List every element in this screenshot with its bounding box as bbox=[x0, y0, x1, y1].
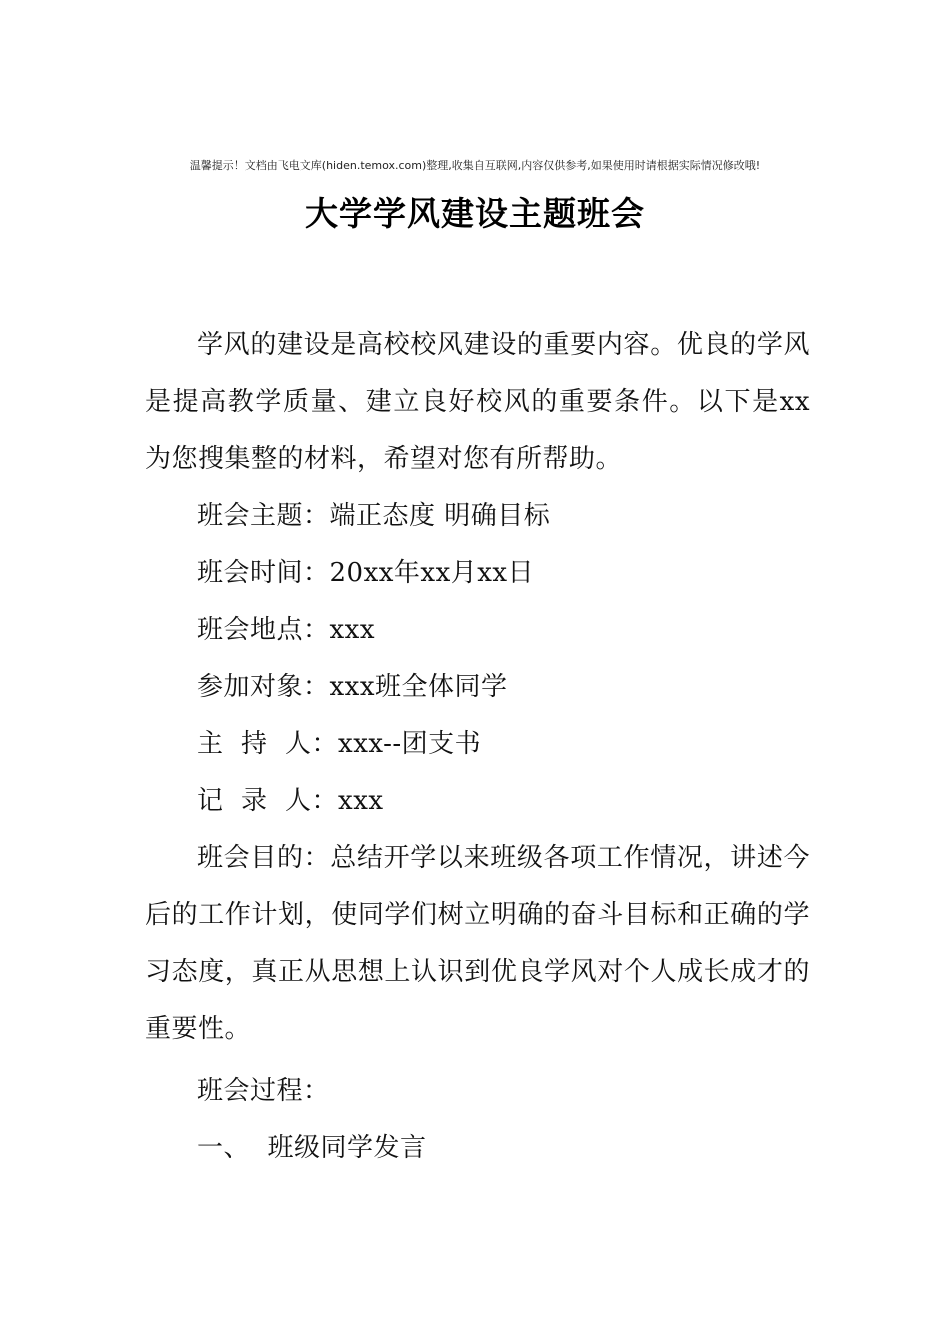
document-title: 大学学风建设主题班会 bbox=[305, 194, 645, 233]
header-notice: 温馨提示！文档由飞电文库(hiden.temox.com)整理,收集自互联网,内容仅供参考,如果使用时请根据实际情况修改哦! bbox=[189, 159, 761, 172]
meeting-recorder: 记 录 人：xxx bbox=[197, 786, 384, 816]
meeting-place: 班会地点：xxx bbox=[197, 615, 375, 645]
meeting-participants: 参加对象：xxx班全体同学 bbox=[197, 672, 508, 702]
intro-paragraph: 学风的建设是高校校风建设的重要内容。优良的学风是提高教学质量、建立良好校风的重要条件。以下是xx为您搜集整的材料，希望对您有所帮助。 bbox=[145, 330, 810, 474]
meeting-host: 主 持 人：xxx--团支书 bbox=[197, 729, 482, 759]
meeting-time: 班会时间：20xx年xx月xx日 bbox=[197, 558, 535, 588]
process-label: 班会过程： bbox=[197, 1076, 330, 1106]
document-body bbox=[145, 317, 810, 1177]
meeting-theme: 班会主题：端正态度 明确目标 bbox=[197, 501, 551, 531]
section-heading-one: 一、 班级同学发言 bbox=[197, 1133, 427, 1163]
purpose-paragraph: 班会目的：总结开学以来班级各项工作情况，讲述今后的工作计划，使同学们树立明确的奋斗目标和正确的学习态度，真正从思想上认识到优良学风对个人成长成才的重要性。 bbox=[145, 843, 810, 1044]
